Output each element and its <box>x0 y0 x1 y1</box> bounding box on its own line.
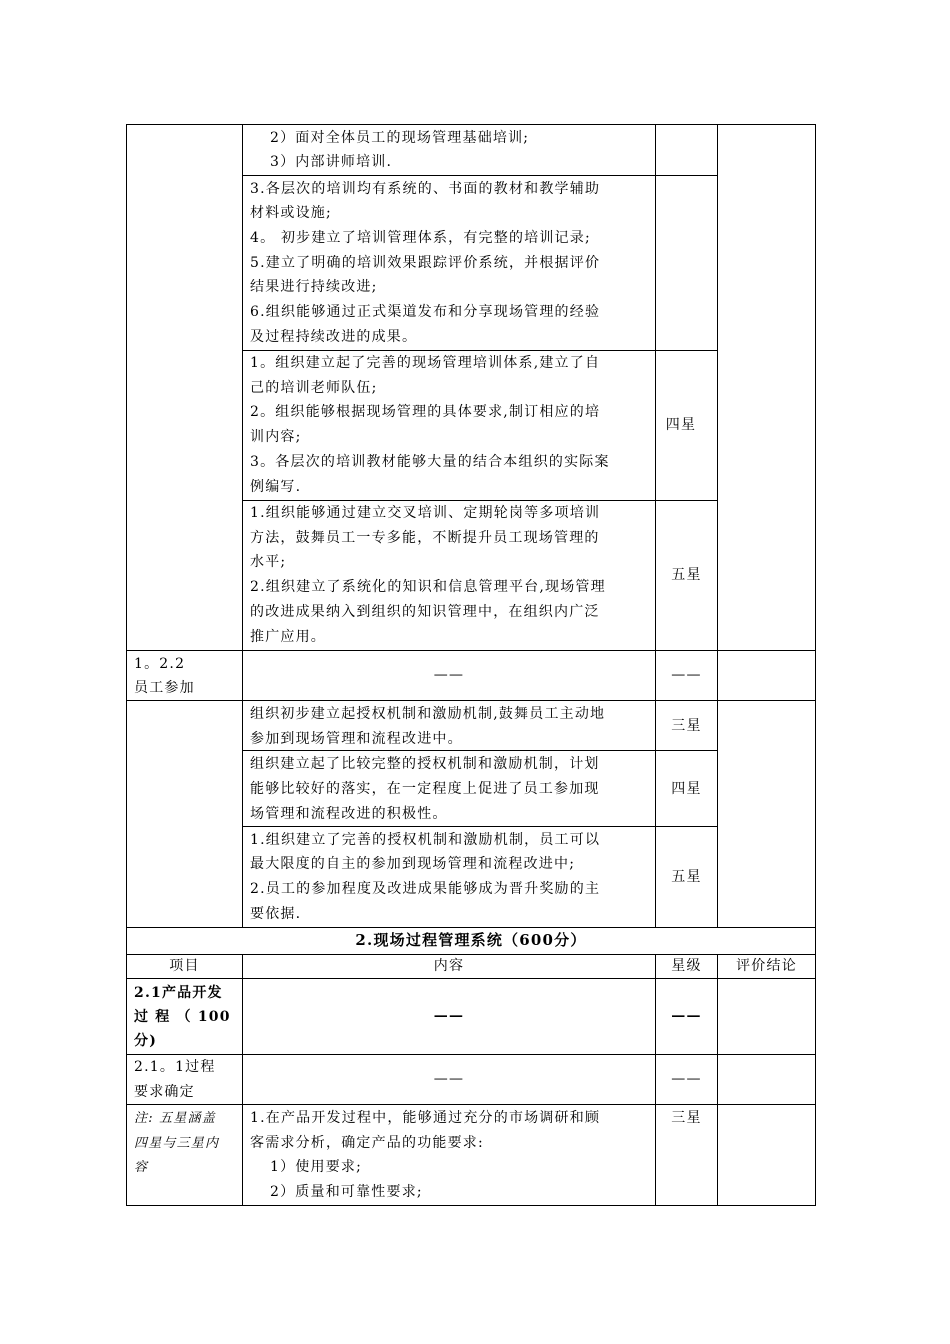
column-header-item: 项目 <box>169 958 200 974</box>
content-line: 的改进成果纳入到组织的知识管理中，在组织内广泛 <box>250 604 600 620</box>
content-line: 1。组织建立起了完善的现场管理培训体系,建立了自 <box>250 355 601 371</box>
content-line: 场管理和流程改进的积极性。 <box>250 806 448 822</box>
content-line: 最大限度的自主的参加到现场管理和流程改进中; <box>250 856 576 872</box>
column-divider <box>717 124 718 927</box>
content-line: 己的培训老师队伍; <box>250 380 378 396</box>
row-divider <box>126 1054 816 1055</box>
content-line: 2。组织能够根据现场管理的具体要求,制订相应的培 <box>250 404 601 420</box>
star-placeholder: —— <box>671 667 702 683</box>
column-header-conclusion: 评价结论 <box>736 958 797 974</box>
content-line: 方法，鼓舞员工一专多能，不断提升员工现场管理的 <box>250 530 600 546</box>
content-line: 材料或设施; <box>250 205 332 221</box>
item-label: 分) <box>134 1033 158 1049</box>
content-line: 3。各层次的培训教材能够大量的结合本组织的实际案 <box>250 454 610 470</box>
content-line: 1.组织建立了完善的授权机制和激励机制，员工可以 <box>250 832 601 848</box>
column-divider <box>242 124 243 927</box>
content-line: 组织建立起了比较完整的授权机制和激励机制，计划 <box>250 756 600 772</box>
content-line: 5.建立了明确的培训效果跟踪评价系统，并根据评价 <box>250 255 601 271</box>
content-line: 及过程持续改进的成果。 <box>250 329 418 345</box>
section-title: 2.现场过程管理系统（600分） <box>355 931 587 949</box>
table-border-bottom <box>126 1205 816 1206</box>
content-line: 能够比较好的落实，在一定程度上促进了员工参加现 <box>250 781 600 797</box>
content-line: 4。 初步建立了培训管理体系，有完整的培训记录; <box>250 230 591 246</box>
content-line: 1.在产品开发过程中，能够通过充分的市场调研和顾 <box>250 1110 601 1126</box>
table-border-left <box>126 124 127 1206</box>
note-text: 注: 五星涵盖 <box>134 1111 216 1126</box>
content-line: 例编写. <box>250 479 302 495</box>
star-rating: 三星 <box>671 718 702 734</box>
content-line: 6.组织能够通过正式渠道发布和分享现场管理的经验 <box>250 304 601 320</box>
star-rating: 五星 <box>671 567 702 583</box>
table-border-top <box>126 124 816 125</box>
item-label: 要求确定 <box>134 1084 195 1100</box>
content-line: 1）使用要求; <box>270 1159 363 1175</box>
content-line: 要依据. <box>250 906 302 922</box>
row-divider <box>126 1104 816 1105</box>
column-header-content: 内容 <box>433 958 465 974</box>
star-placeholder: —— <box>671 1071 702 1087</box>
star-rating: 五星 <box>671 869 702 885</box>
content-line: 2）面对全体员工的现场管理基础培训; <box>270 130 530 146</box>
star-rating: 三星 <box>671 1110 702 1126</box>
content-line: 结果进行持续改进; <box>250 279 378 295</box>
content-placeholder: —— <box>433 1008 465 1024</box>
content-placeholder: —— <box>433 1071 465 1087</box>
content-line: 参加到现场管理和流程改进中。 <box>250 731 463 747</box>
row-divider <box>242 175 717 176</box>
note-text: 容 <box>134 1160 149 1175</box>
content-placeholder: —— <box>433 667 465 683</box>
content-line: 训内容; <box>250 429 302 445</box>
content-line: 3）内部讲师培训. <box>270 154 393 170</box>
content-line: 组织初步建立起授权机制和激励机制,鼓舞员工主动地 <box>250 706 606 722</box>
row-divider <box>126 700 816 701</box>
content-line: 2.员工的参加程度及改进成果能够成为晋升奖励的主 <box>250 881 601 897</box>
content-line: 推广应用。 <box>250 629 326 645</box>
star-rating: 四星 <box>665 417 697 433</box>
item-label: 2.1。1过程 <box>134 1059 216 1075</box>
column-divider <box>655 124 656 927</box>
content-line: 2）质量和可靠性要求; <box>270 1184 423 1200</box>
row-divider <box>126 650 816 651</box>
item-label: 员工参加 <box>134 680 195 696</box>
content-line: 3.各层次的培训均有系统的、书面的教材和教学辅助 <box>250 181 601 197</box>
table-border-right <box>815 124 816 1206</box>
column-divider <box>717 954 718 1206</box>
content-line: 2.组织建立了系统化的知识和信息管理平台,现场管理 <box>250 579 606 595</box>
item-label: 1。2.2 <box>134 656 186 672</box>
content-line: 水平; <box>250 554 287 570</box>
item-label: 2.1产品开发 <box>134 985 223 1001</box>
star-rating: 四星 <box>671 781 702 797</box>
star-placeholder: —— <box>671 1008 702 1024</box>
content-line: 1.组织能够通过建立交叉培训、定期轮岗等多项培训 <box>250 505 601 521</box>
content-line: 客需求分析，确定产品的功能要求: <box>250 1135 484 1151</box>
item-label: 过 程 （ 100 <box>134 1009 231 1025</box>
column-header-star: 星级 <box>671 958 702 974</box>
note-text: 四星与三星内 <box>134 1136 220 1151</box>
